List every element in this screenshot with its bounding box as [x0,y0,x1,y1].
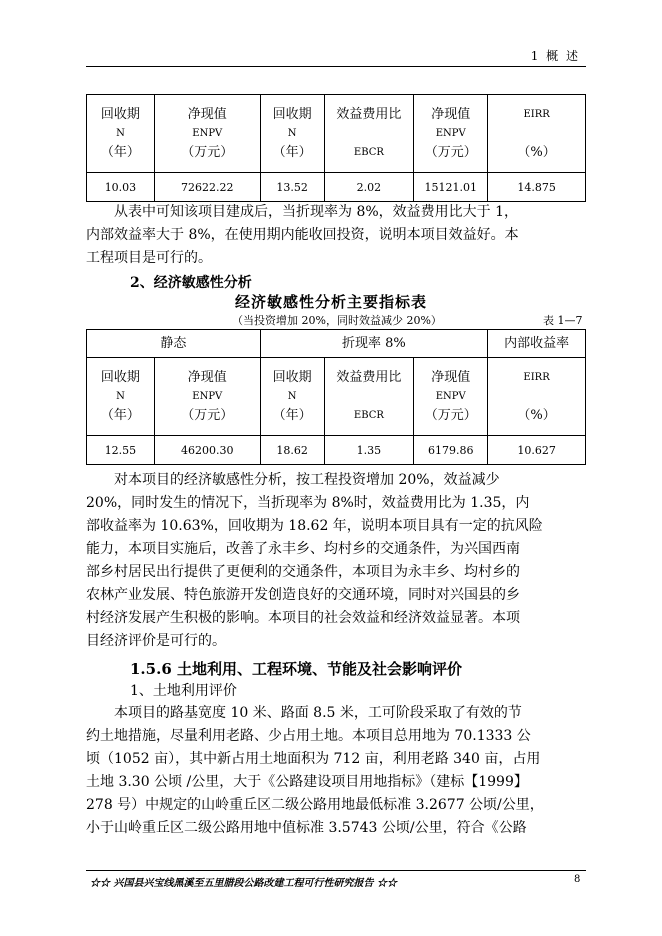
text-line: 278 号）中规定的山岭重丘区二级公路用地最低标准 3.2677 公顷/公里， [86,797,544,813]
footer-title: ☆☆ 兴国县兴宝线黑溪至五里腊段公路改建工程可行性研究报告 ☆☆ [90,878,397,889]
text-line: 能力，本项目实施后，改善了永丰乡、均村乡的交通条件，为兴国西南 [86,541,520,557]
text-line: 内部效益率大于 8%，在使用期内能收回投资，说明本项目效益好。本 [86,227,519,243]
value-cell: 2.02 [324,173,414,202]
header-cell: 回收期 N （年） [260,358,324,436]
heading-sensitivity: 2、经济敏感性分析 [130,275,252,291]
header-cell: 效益费用比 EBCR [324,95,414,173]
table-row [87,173,586,202]
header-divider [86,66,586,67]
text-line: 目经济评价是可行的。 [86,633,226,649]
value-cell: 13.52 [260,173,324,202]
value-cell: 12.55 [87,436,155,465]
heading-section: 1.5.6 土地利用、工程环境、节能及社会影响评价 [130,660,462,678]
paragraph-land-use [86,702,590,840]
table-number: 表 1—7 [543,314,583,327]
header-cell: 净现值 ENPV （万元） [414,95,488,173]
header-cell: 净现值 ENPV （万元） [154,95,260,173]
header-cell: EIRR （%） [488,358,586,436]
paragraph-sensitivity [86,469,590,653]
text-line: 20%，同时发生的情况下，当折现率为 8%时，效益费用比为 1.35，内 [86,495,530,511]
text-line: 工程项目是可行的。 [86,250,212,266]
header-cell: 净现值 ENPV （万元） [154,358,260,436]
value-cell: 10.627 [488,436,586,465]
page-number: 8 [574,874,581,885]
text-line: 本项目的路基宽度 10 米、路面 8.5 米，工可阶段采取了有效的节 [114,705,522,721]
value-cell: 1.35 [324,436,414,465]
text-line: 对本项目的经济敏感性分析，按工程投资增加 20%，效益减少 [114,472,500,488]
sensitivity-table [86,329,586,465]
paragraph-conclusion [86,201,590,270]
table-header-row [87,358,586,436]
heading-land-use: 1、土地利用评价 [130,683,237,699]
text-line: 小于山岭重丘区二级公路用地中值标准 3.5743 公顷/公里，符合《公路 [86,820,527,836]
footer-divider [86,870,586,871]
group-discount: 折现率 8% [260,330,488,358]
header-cell: 回收期 N （年） [87,358,155,436]
table-header-row [87,95,586,173]
table-row [87,436,586,465]
header-cell: 回收期 N （年） [260,95,324,173]
table-title: 经济敏感性分析主要指标表 [234,293,427,311]
text-line: 顷（1052 亩），其中新占用土地面积为 712 亩，利用老路 340 亩，占用 [86,751,541,767]
text-line: 村经济发展产生积极的影响。本项目的社会效益和经济效益显著。本项 [86,610,520,626]
value-cell: 46200.30 [154,436,260,465]
value-cell: 18.62 [260,436,324,465]
value-cell: 6179.86 [414,436,488,465]
group-irr: 内部收益率 [488,330,586,358]
group-static: 静态 [87,330,261,358]
text-line: 部收益率为 10.63%，回收期为 18.62 年，说明本项目具有一定的抗风险 [86,518,543,534]
header-cell: EIRR （%） [488,95,586,173]
text-line: 约土地措施，尽量利用老路、少占用土地。本项目总用地为 70.1333 公 [86,728,531,744]
value-cell: 14.875 [488,173,586,202]
text-line: 部乡村居民出行提供了更便利的交通条件，本项目为永丰乡、均村乡的 [86,564,520,580]
header-cell: 净现值 ENPV （万元） [414,358,488,436]
value-cell: 15121.01 [414,173,488,202]
text-line: 土地 3.30 公顷 /公里，大于《公路建设项目用地指标》（建标【1999】 [86,774,528,790]
economic-indicators-table [86,94,586,202]
table-group-row [87,330,586,358]
table-subtitle: （当投资增加 20%，同时效益减少 20%） [232,314,442,327]
section-header: 1 概 述 [530,49,580,63]
value-cell: 10.03 [87,173,155,202]
value-cell: 72622.22 [154,173,260,202]
header-cell: 效益费用比 EBCR [324,358,414,436]
header-cell: 回收期 N （年） [87,95,155,173]
text-line: 农林产业发展、特色旅游开发创造良好的交通环境，同时对兴国县的乡 [86,587,520,603]
text-line: 从表中可知该项目建成后，当折现率为 8%，效益费用比大于 1， [114,204,519,220]
